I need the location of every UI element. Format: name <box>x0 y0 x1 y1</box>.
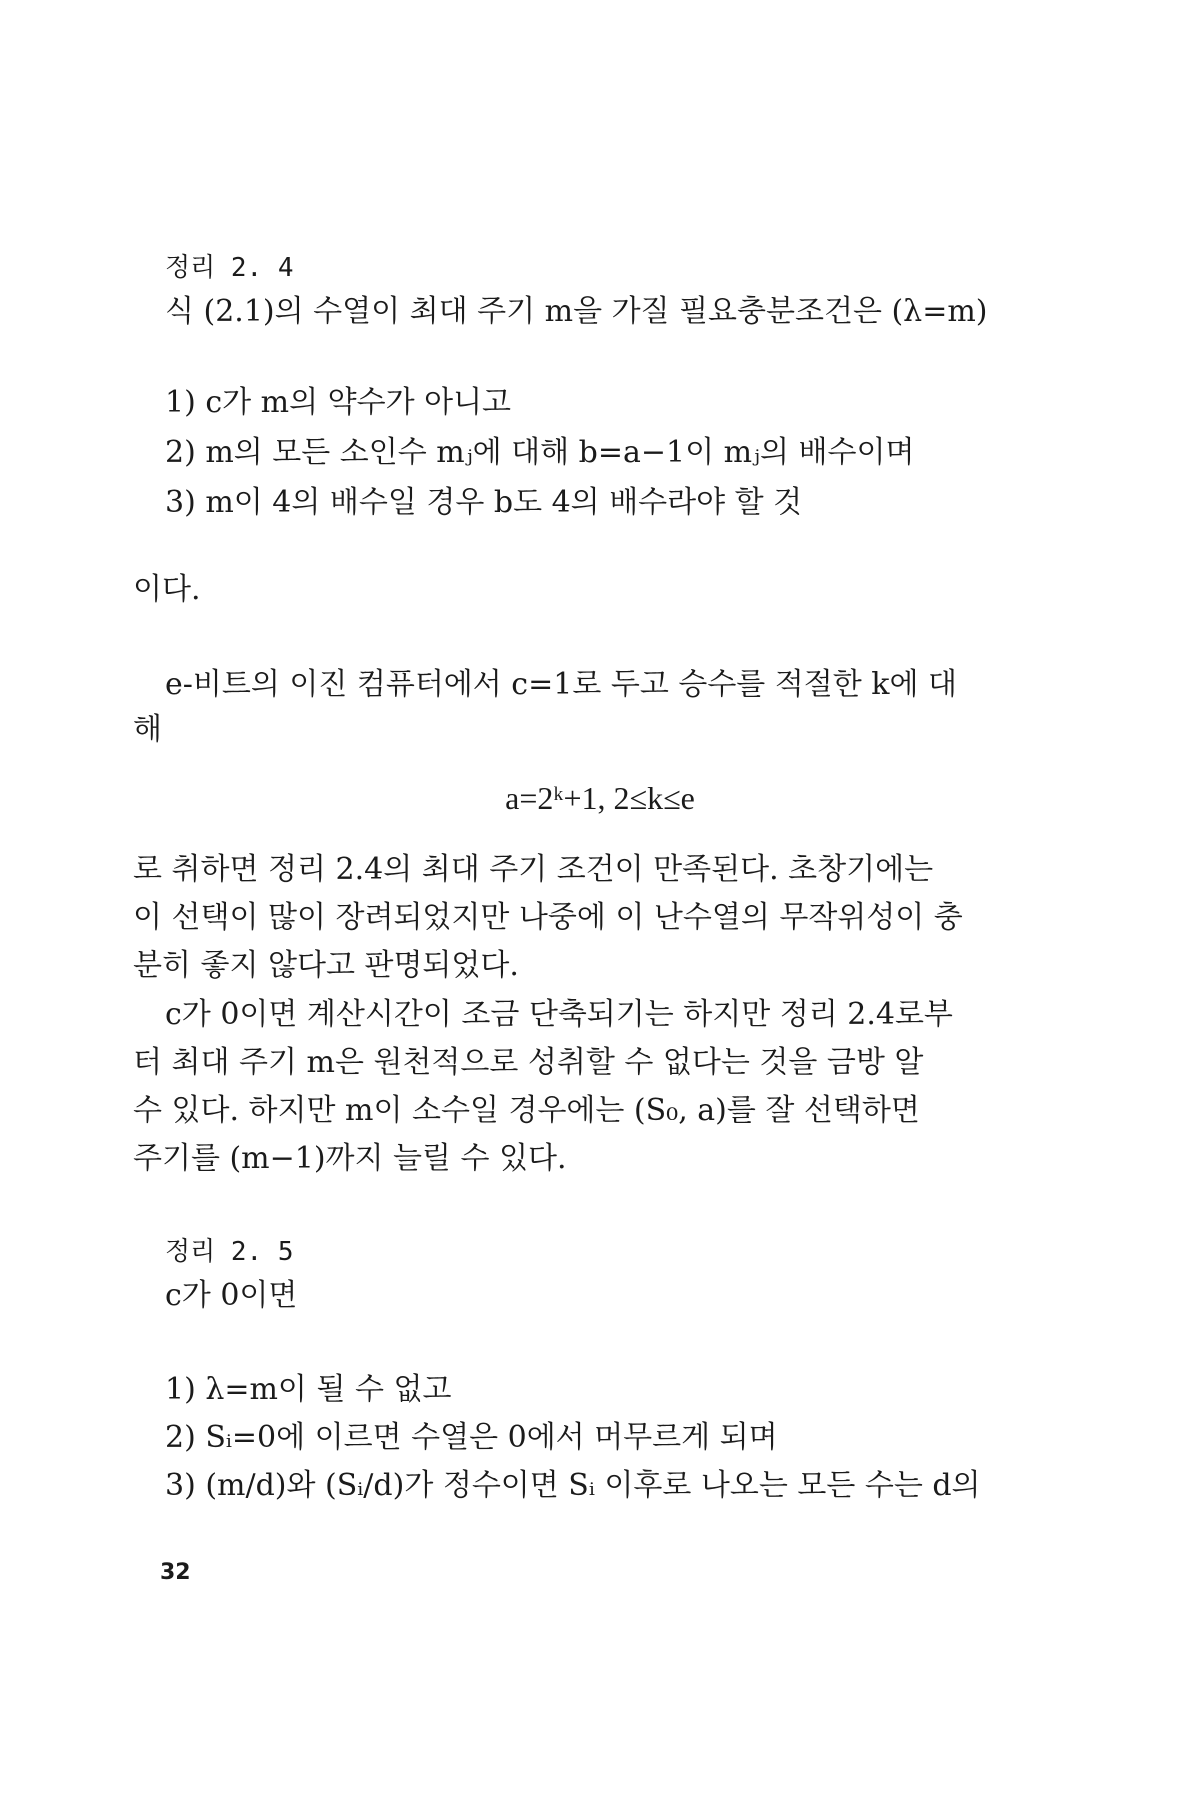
para1-line-2: 해 <box>133 712 162 747</box>
para1-after-eq-2: 이 선택이 많이 장려되었지만 나중에 이 난수열의 무작위성이 충 <box>133 900 963 935</box>
para1-after-eq-1: 로 취하면 정리 2.4의 최대 주기 조건이 만족된다. 초창기에는 <box>133 852 934 887</box>
theorem-2-4-closing: 이다. <box>133 572 201 607</box>
equation: a=2ᵏ+1, 2≤k≤e <box>505 780 695 816</box>
theorem-2-4-condition-1: 1) c가 m의 약수가 아니고 <box>165 385 512 420</box>
theorem-2-5-intro: c가 0이면 <box>165 1278 298 1313</box>
theorem-2-4-intro: 식 (2.1)의 수열이 최대 주기 m을 가질 필요충분조건은 (λ=m) <box>165 294 988 329</box>
para2-line-1: c가 0이면 계산시간이 조금 단축되기는 하지만 정리 2.4로부 <box>165 997 953 1032</box>
theorem-2-4-condition-2: 2) m의 모든 소인수 mⱼ에 대해 b=a−1이 mⱼ의 배수이며 <box>165 435 915 470</box>
para1-line-1: e-비트의 이진 컴퓨터에서 c=1로 두고 승수를 적절한 k에 대 <box>165 667 957 702</box>
theorem-2-5-heading: 정리 2. 5 <box>165 1237 294 1267</box>
theorem-2-5-condition-1: 1) λ=m이 될 수 없고 <box>165 1372 452 1407</box>
para2-line-2: 터 최대 주기 m은 원천적으로 성취할 수 없다는 것을 금방 알 <box>133 1045 924 1080</box>
theorem-2-5-condition-3: 3) (m/d)와 (Sᵢ/d)가 정수이면 Sᵢ 이후로 나오는 모든 수는 d의 <box>165 1468 981 1503</box>
para2-line-3: 수 있다. 하지만 m이 소수일 경우에는 (S₀, a)를 잘 선택하면 <box>133 1093 920 1128</box>
para2-line-4: 주기를 (m−1)까지 늘릴 수 있다. <box>133 1141 567 1176</box>
theorem-2-4-condition-3: 3) m이 4의 배수일 경우 b도 4의 배수라야 할 것 <box>165 485 803 520</box>
theorem-2-5-condition-2: 2) Sᵢ=0에 이르면 수열은 0에서 머무르게 되며 <box>165 1420 778 1455</box>
theorem-2-4-heading: 정리 2. 4 <box>165 253 294 283</box>
para1-after-eq-3: 분히 좋지 않다고 판명되었다. <box>133 948 519 983</box>
page-number: 32 <box>160 1560 191 1585</box>
